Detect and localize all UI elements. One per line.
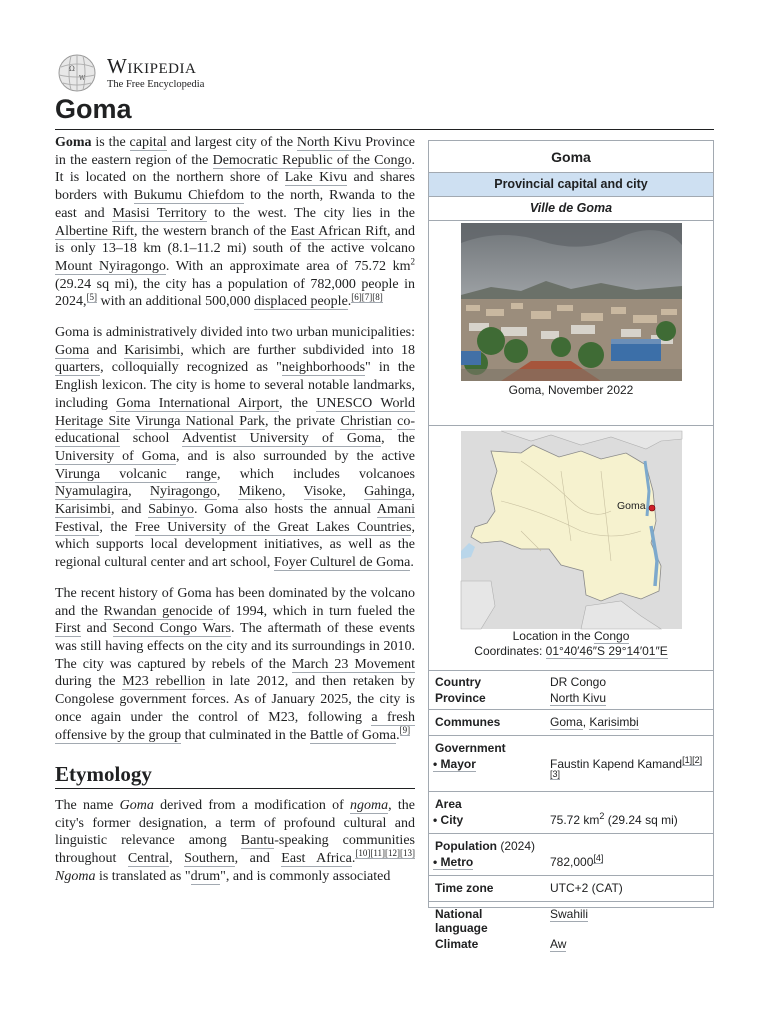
link-swahili[interactable]: Swahili (550, 907, 589, 921)
link-m23-movement[interactable]: March 23 Movement (291, 656, 415, 672)
link-first-congo-war[interactable]: First (55, 621, 81, 637)
row-national-language (429, 902, 713, 937)
wikipedia-logo[interactable] (55, 53, 204, 93)
link-commune-karisimbi[interactable]: Karisimbi (589, 715, 639, 729)
link-unesco[interactable]: UNESCO World Heritage Site (55, 395, 415, 429)
ref-9[interactable]: [9] (399, 724, 411, 735)
row-province (429, 690, 713, 710)
link-sabinyo[interactable]: Sabinyo (148, 502, 194, 518)
row-city-area (429, 812, 713, 834)
link-drc[interactable]: Democratic Republic of the Congo (212, 152, 412, 168)
wikipedia-wordmark: Wikipedia (107, 53, 197, 78)
link-goma-airport[interactable]: Goma International Airport (116, 395, 280, 411)
communes-label: Communes (429, 710, 544, 736)
infobox-map-section (429, 431, 713, 671)
link-coordinates[interactable]: 01°40′46″S 29°14′01″E (545, 644, 668, 658)
link-christian[interactable]: Christian (340, 413, 392, 429)
link-mayor[interactable]: • Mayor (433, 757, 476, 771)
link-second-congo-war[interactable]: Second Congo Wars (112, 621, 231, 637)
link-climate[interactable]: Aw (550, 937, 567, 951)
city-area-label: • City (433, 813, 464, 827)
intro-paragraph-2: Goma is administratively divided into two urban municipalities: Goma and Karisimbi, which are further subdivided into 18 quarters, colloquially recognized as "neighborhoods" in the English lexicon. The city is home to several notable landmarks, including Goma International Airport, the UNESCO World Heritage Site Virunga National Park, the private Christian co-educational school Adventist University of Goma, the University of Goma, and is also surrounded by the active Virunga volcanic range, which includes volcanoes Nyamulagira, Nyiragongo, Mikeno, Visoke, Gahinga, Karisimbi, and Sabinyo. Goma also hosts the annual Amani Festival, the Free University of the Great Lakes Countries, which supports local development initiatives, as well as the regional cultural center and art school, Foyer Culturel de Goma. (55, 325, 416, 571)
infobox (428, 140, 714, 951)
link-amani-festival[interactable]: Amani Festival (55, 502, 415, 535)
link-bantu[interactable]: Bantu (240, 833, 275, 849)
wikipedia-globe-icon (55, 53, 99, 93)
row-climate (429, 936, 713, 952)
climate-label: Climate (435, 937, 479, 951)
link-battle-of-goma[interactable]: Battle of Goma (309, 727, 397, 743)
link-foyer-culturel[interactable]: Foyer Culturel de Goma (273, 555, 411, 571)
metro-value: 782,000 (550, 855, 594, 869)
link-bukumu[interactable]: Bukumu Chiefdom (133, 188, 245, 204)
ref-5[interactable]: [5] (86, 291, 97, 302)
congo-location-map[interactable] (461, 431, 682, 629)
link-nyiragongo[interactable]: Mount Nyiragongo (55, 258, 166, 274)
row-timezone (429, 876, 713, 902)
mayor-refs[interactable]: [1][2][3] (550, 755, 703, 779)
infobox-native-name: Ville de Goma (429, 197, 713, 221)
link-visoke[interactable]: Visoke (303, 484, 343, 500)
metro-ref[interactable]: [4] (593, 853, 604, 863)
ref-6-8[interactable]: [6][7][8] (351, 291, 383, 302)
map-caption: Location in the Congo (512, 629, 630, 643)
link-mikeno[interactable]: Mikeno (238, 484, 283, 500)
link-east-african-rift[interactable]: East African Rift (290, 223, 388, 239)
timezone-label: Time zone (429, 876, 544, 902)
national-language-label: National language (429, 902, 544, 937)
link-m23-rebellion[interactable]: M23 rebellion (122, 674, 206, 690)
wikipedia-tagline: The Free Encyclopedia (107, 78, 205, 90)
link-adventist-university[interactable]: Adventist University of Goma (181, 431, 382, 447)
photo-caption: Goma, November 2022 (508, 383, 634, 397)
row-metro (429, 854, 713, 876)
row-government (429, 736, 713, 757)
link-masisi[interactable]: Masisi Territory (112, 205, 207, 221)
link-metro[interactable]: • Metro (433, 855, 474, 869)
infobox-title: Goma (429, 141, 713, 173)
intro-paragraph-1: Goma is the capital and largest city of the North Kivu Province in the eastern region of the Democratic Republic of the Congo. It is located on the northern shore of Lake Kivu and shares borders with Bukumu Chiefdom to the north, Rwanda to the east and Masisi Territory to the west. The city lies in the Albertine Rift, the western branch of the East African Rift, and is only 13–18 km (8.1–11.2 mi) south of the active volcano Mount Nyiragongo. With an approximate area of 75.72 $km^2$ (29.24 sq mi), the city has a population of 782,000 people in 2024,[5] with an additional 500,000 displaced people.[6][7][8] (55, 135, 416, 310)
link-lake-kivu[interactable]: Lake Kivu (284, 170, 348, 186)
link-displaced-people[interactable]: displaced people (254, 294, 348, 310)
page-title: Goma (55, 90, 714, 130)
etymology-paragraph: The name Goma derived from a modification of ngoma, the city's former designation, a term of profound cultural and linguistic relevance among Bantu-speaking communities throughout Central, Southern, and East Africa.[10][11][12][13] Ngoma is translated as "drum", and is commonly associated (55, 797, 416, 884)
svg-text:W: W (79, 75, 86, 82)
row-population (429, 834, 713, 855)
link-gahinga[interactable]: Gahinga (364, 484, 412, 500)
coordinates: Coordinates: 01°40′46″S 29°14′01″E (474, 644, 668, 658)
row-communes: Communes Goma, Karisimbi (429, 710, 713, 736)
link-rwandan-genocide[interactable]: Rwandan genocide (103, 603, 213, 619)
etymology-heading: Etymology (55, 766, 415, 789)
link-albertine-rift[interactable]: Albertine Rift (55, 223, 134, 239)
government-label: Government (429, 736, 544, 757)
ref-10-13[interactable]: [10][11][12][13] (355, 848, 415, 859)
intro-paragraph-3: The recent history of Goma has been dominated by the volcano and the Rwandan genocide of 1994, which in turn fueled the First and Second Congo Wars. The aftermath of these events was still having effects on the city and its surroundings in 2010. The city was captured by rebels of the March 23 Movement during the M23 rebellion in late 2012, and then retaken by Congolese government forces. As of January 2025, the city is once again under the control of M23, following a fresh offensive by the group that culminated in the Battle of Goma.[9] (55, 585, 415, 743)
link-north-kivu[interactable]: North Kivu (296, 135, 362, 150)
link-coeducational[interactable]: co-educational (55, 413, 416, 447)
link-province[interactable]: North Kivu (550, 691, 607, 705)
link-karisimbi-2[interactable]: Karisimbi (55, 502, 111, 518)
link-nyamulagira[interactable]: Nyamulagira (55, 484, 129, 500)
link-free-university[interactable]: Free University of the Great Lakes Countries (134, 519, 412, 535)
link-virunga-park[interactable]: Virunga National Park (135, 413, 265, 429)
link-fresh-offensive[interactable]: a fresh offensive by the group (55, 709, 415, 743)
province-label: Province (435, 691, 486, 705)
infobox-photo-section (429, 223, 713, 426)
timezone-value: UTC+2 (CAT) (544, 876, 713, 902)
goma-city-photo[interactable] (461, 223, 682, 381)
population-label: Population (2024) (429, 834, 713, 855)
link-drum[interactable]: drum (190, 868, 221, 884)
svg-text:Ω: Ω (69, 65, 75, 73)
mayor-value: Faustin Kapend Kamand (550, 757, 683, 771)
infobox-subtitle: Provincial capital and city (429, 173, 713, 197)
infobox-facts-table (429, 674, 713, 952)
city-area-value: 75.72 $km^2$ (29.24 sq mi) (550, 811, 678, 827)
link-goma[interactable]: Goma (55, 342, 90, 358)
article-body (55, 134, 415, 898)
link-virunga-range[interactable]: Virunga volcanic range (55, 466, 217, 482)
area-label: Area (429, 792, 544, 813)
link-quarters[interactable]: quarters (55, 360, 101, 376)
link-university-goma[interactable]: University of Goma (55, 448, 176, 464)
row-country (429, 674, 713, 690)
map-marker-label: Goma (616, 500, 646, 512)
link-capital[interactable]: capital (129, 135, 167, 150)
link-central-africa[interactable]: Central (127, 851, 170, 867)
link-east-africa[interactable]: East Africa (281, 851, 352, 867)
link-nyiragongo-2[interactable]: Nyiragongo (149, 484, 217, 500)
row-area (429, 792, 713, 813)
link-congo-map[interactable]: Congo (594, 629, 630, 643)
country-value: DR Congo (550, 675, 607, 689)
country-label: Country (435, 675, 481, 689)
link-ngoma[interactable]: ngoma (350, 797, 389, 813)
link-neighborhoods[interactable]: neighborhoods (281, 360, 366, 376)
link-southern-africa[interactable]: Southern (184, 851, 235, 867)
row-mayor (429, 756, 713, 792)
link-karisimbi[interactable]: Karisimbi (124, 342, 181, 358)
link-commune-goma[interactable]: Goma (550, 715, 583, 729)
